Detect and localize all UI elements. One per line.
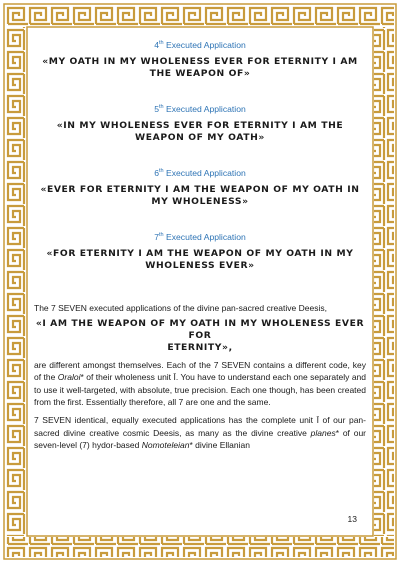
page-content: [34, 40, 366, 452]
section-heading-6: 6th Executed Application: [154, 168, 246, 178]
oath-text-4: «MY OATH IN MY WHOLENESS EVER FOR ETERNITY I AM THE WEAPON OF»: [42, 56, 358, 79]
unit-glyph: Ī: [173, 372, 176, 383]
body-paragraph-1: are different amongst themselves. Each of the 7 SEVEN contains a different code, key of the Oraloi* of their wholeness unit Ī. You have to understand each one separately and to use it well-targeted, with absolute, true precision. Each one though, has been created from the first. Essentially therefore, all 7 are one and the same.: [34, 359, 366, 408]
body-paragraph-2: 7 SEVEN identical, equally executed applications has the complete unit Ī of our pan-sacred divine creative cosmic Deesis, as many as the divine creative planes* of our seven-level (7) hydor-based Nomoteleian* divine Ellanian: [34, 414, 367, 451]
unit-glyph: Ī: [316, 414, 319, 425]
page-number: 13: [347, 514, 357, 524]
oath-text-7: «FOR ETERNITY I AM THE WEAPON OF MY OATH IN MY WHOLENESS EVER»: [46, 248, 354, 271]
section-heading-4: 4th Executed Application: [154, 40, 246, 50]
main-oath-text: «I AM THE WEAPON OF MY OATH IN MY WHOLENESS EVER FOR ETERNITY»,: [35, 317, 365, 353]
section-heading-5: 5th Executed Application: [154, 104, 246, 114]
section-heading-7: 7th Executed Application: [154, 232, 246, 242]
intro-paragraph: The 7 SEVEN executed applications of the divine pan-sacred creative Deesis,: [34, 303, 327, 313]
oath-text-6: «EVER FOR ETERNITY I AM THE WEAPON OF MY OATH IN MY WHOLENESS»: [40, 184, 360, 207]
oath-text-5: «IN MY WHOLENESS EVER FOR ETERNITY I AM THE WEAPON OF MY OATH»: [56, 120, 344, 143]
